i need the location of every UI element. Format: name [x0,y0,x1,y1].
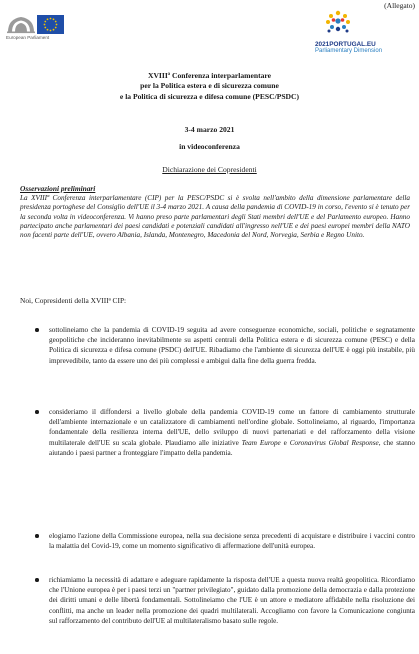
bullet-text-part: e [280,438,290,447]
bullet-icon [35,534,39,538]
preliminary-text: La XVIIIª Conferenza interparlamentare (CIP) per la PESC/PSDC si è svolta nell'ambito della dimensione parlamentare della presidenza portoghese del Consiglio dell'UE il 3-4 marzo 2021. A causa della pandemia di COVID-19 in corso, l'evento si è tenuto per la seconda volta in videoconferenza. Vi hanno preso parte parlamentari degli Stati membri dell'UE e del Parlamento europeo. Hanno partecipato anche parlamentari dei paesi candidati e potenziali candidati all'ingresso nell'UE e dei paesi europei membri della NATO non facenti parte dell'UE, ovvero Albania, Islanda, Montenegro, Macedonia del Nord, Norvegia, Serbia e Regno Unito. [20,194,410,240]
title-line-1: XVIIIª Conferenza interparlamentare [147,71,272,80]
document-title [0,71,419,102]
portugal-presidency-logo [313,9,417,54]
attachment-label: (Allegato) [384,1,415,10]
team-europe-initiative: Team Europe [241,438,281,447]
parliamentary-dimension-label: Parliamentary Dimension [315,48,383,54]
list-item [35,531,415,551]
title-line-3: e la Politica di sicurezza e difesa comune (PESC/PSDC) [119,91,300,101]
bullet-text-part: consideriamo il diffondersi a livello globale della pandemia COVID-19 come un fattore di cambiamento strutturale dell'ambiente internazionale e un catalizzatore di cambiamenti nell'ordine globale. Sottolineiamo, al riguardo, l'importanza fondamentale della resilienza interna dell'UE, dello sviluppo di nuovi partenariati e del rafforzamento della visione multilaterale dell'UE su scala globale. Plaudiamo alle iniziative [49,408,415,447]
conference-mode: in videoconferenza [179,142,240,151]
conference-date: 3-4 marzo 2021 [184,125,235,134]
parliament-building-icon [6,14,36,34]
portugal-site-label: 2021PORTUGAL.EU [315,41,376,48]
bullet-icon [35,328,39,332]
declaration-title: Dichiarazione dei Copresidenti [162,165,257,174]
sun-emblem-icon [321,9,355,35]
list-item [35,575,415,626]
list-item [35,407,415,458]
bullet-text: richiamiamo la necessità di adattare e adeguare rapidamente la risposta dell'UE a questa nuova realtà geopolitica. Ricordiamo che l'Unione europea è per i paesi terzi un "partner privilegiato", guidato dalla promozione della democrazia e dalla protezione dei diritti umani e delle libertà fondamentali. Sottolineiamo che l'UE è un attore e mediatore affidabile nella risoluzione dei conflitti, ma anche un leader nella promozione dei quadri multilaterali. Accogliamo con favore la Comunicazione congiunta sul rafforzamento del contributo dell'UE al multilateralismo basato sulle regole. [49,576,415,625]
bullet-icon [35,410,39,414]
eu-flag-icon [37,15,64,34]
title-line-2: per la Politica estera e di sicurezza comune [140,81,279,91]
bullet-text-part: , che stanno aiutando i paesi partner a fronteggiare l'impatto della pandemia. [49,438,415,457]
european-parliament-label: European Parliament [6,35,50,40]
bullet-text: elogiamo l'azione della Commissione europea, nella sua decisione senza precedenti di acquistare e distribuire i vaccini contro la malattia del Covid-19, come un momento significativo di affermazione dell'unità europea. [49,532,415,551]
bullet-text [49,407,415,458]
list-item [35,325,415,366]
bullet-text: sottolineiamo che la pandemia di COVID-19 seguita ad avere conseguenze economiche, sociali, politiche e segnatamente geopolitiche che incideranno inevitabilmente su aspetti centrali della Politica estera e di sicurezza comune (PESC) e della Politica di sicurezza e difesa comune (PSDC) dell'UE. Ribadiamo che l'ambiente di sicurezza dell'UE è oggi più instabile, più imprevedibile, tanto da essere uno dei più complessi e ambigui dalla fine della guerra fredda. [49,326,415,365]
bullet-icon [35,578,39,582]
preliminary-heading: Osservazioni preliminari [20,184,96,193]
co-chairs-lead: Noi, Copresidenti della XVIIIª CIP: [20,296,127,305]
european-parliament-logo [6,14,68,40]
global-response-initiative: Coronavirus Global Response [289,438,379,447]
